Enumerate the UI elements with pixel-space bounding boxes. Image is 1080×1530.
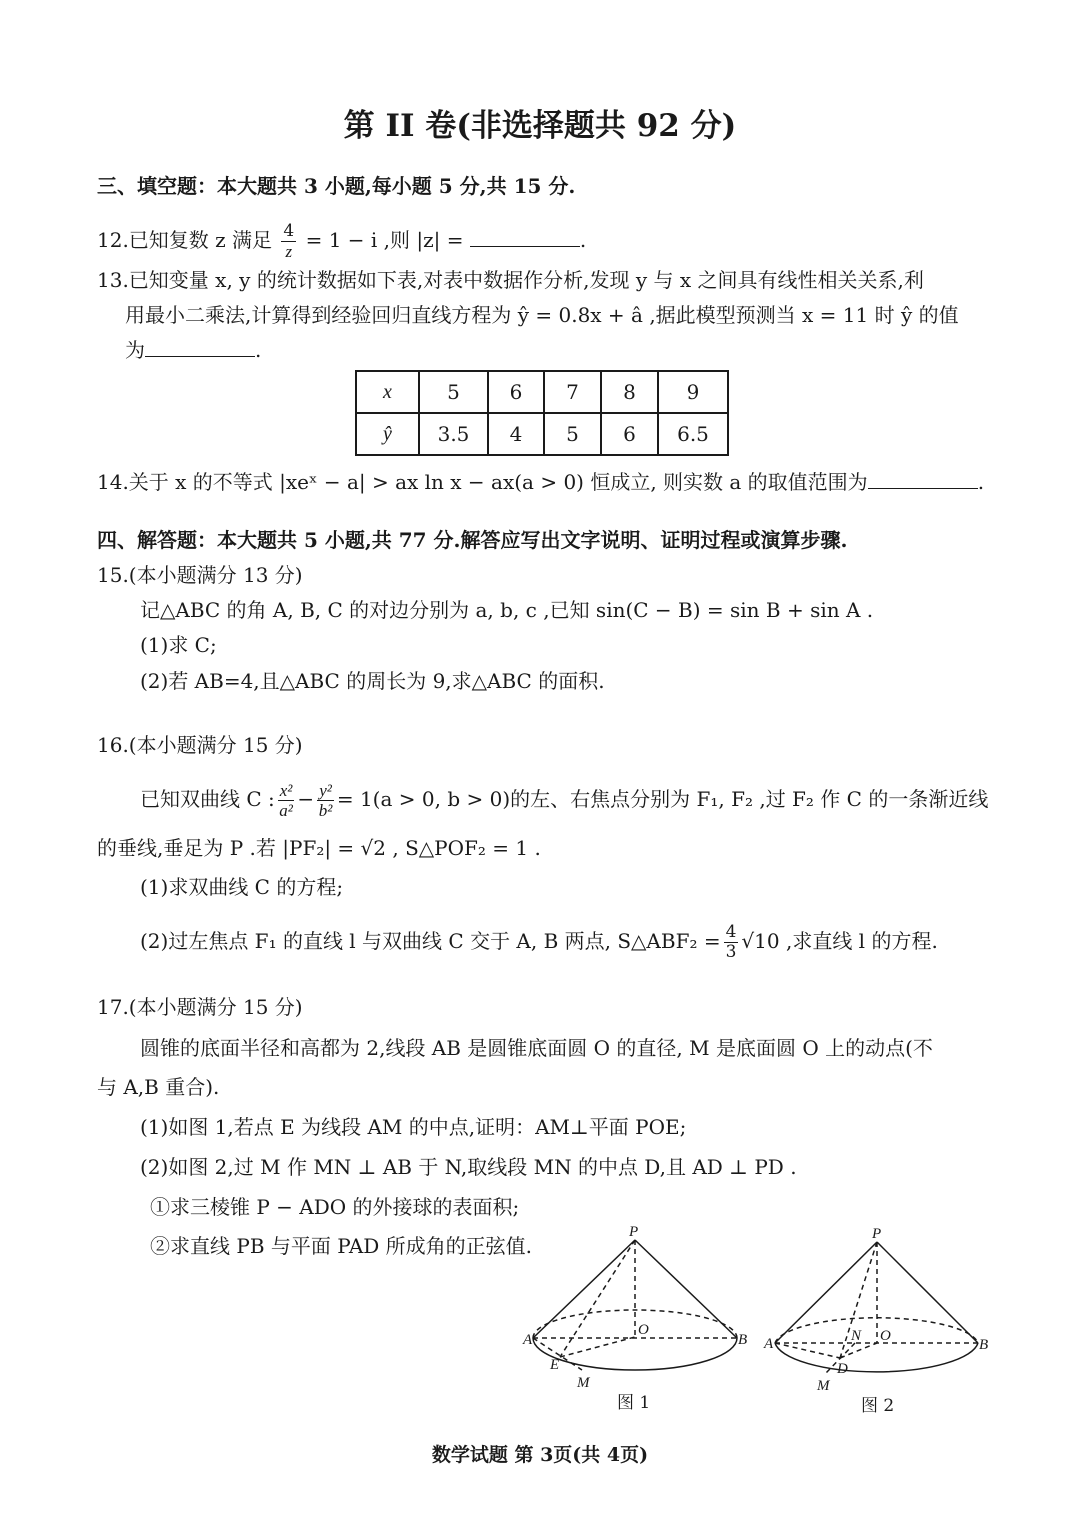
table-cell: 6 xyxy=(488,371,544,413)
q12-end: . xyxy=(579,228,587,252)
label-A: A xyxy=(523,1332,533,1348)
label-M: M xyxy=(577,1375,590,1391)
table-cell: 5 xyxy=(544,413,601,455)
q16-stem2: 的垂线,垂足为 P .若 |PF₂| = √2 , S△POF₂ = 1 . xyxy=(97,836,541,860)
frac-den: 3 xyxy=(725,942,737,962)
table-cell: 6 xyxy=(601,413,658,455)
table-cell: 9 xyxy=(658,371,728,413)
q12-prefix: 12.已知复数 z 满足 xyxy=(97,228,273,252)
table-cell: 5 xyxy=(419,371,488,413)
label-O: O xyxy=(638,1322,649,1338)
q13-line2: 用最小二乘法,计算得到经验回归直线方程为 ŷ = 0.8x + â ,据此模型预测当 x = 11 时 ŷ 的值 xyxy=(125,303,959,327)
q13-end: . xyxy=(255,338,262,362)
label-E: E xyxy=(550,1357,560,1373)
label-P: P xyxy=(872,1226,882,1242)
table-cell: x xyxy=(356,371,419,413)
q14-end: . xyxy=(977,470,985,494)
q15-head: 15.(本小题满分 13 分) xyxy=(97,563,303,587)
q17-part2-2: ②求直线 PB 与平面 PAD 所成角的正弦值. xyxy=(150,1234,533,1258)
label-B: B xyxy=(979,1337,989,1353)
section-4-heading: 四、解答题：本大题共 5 小题,共 77 分.解答应写出文字说明、证明过程或演算步骤. xyxy=(97,528,848,552)
label-A: A xyxy=(764,1336,774,1352)
q16-p2-a: (2)过左焦点 F₁ 的直线 l 与双曲线 C 交于 A, B 两点, S△ABF₂ = xyxy=(140,929,721,953)
q17-stem1: 圆锥的底面半径和高都为 2,线段 AB 是圆锥底面圆 O 的直径, M 是底面圆 O 上的动点(不 xyxy=(140,1036,933,1060)
label-P: P xyxy=(629,1224,639,1240)
q16-head: 16.(本小题满分 15 分) xyxy=(97,733,303,757)
table-cell: ŷ xyxy=(356,413,419,455)
figure-2-caption: 图 2 xyxy=(861,1396,895,1416)
label-D: D xyxy=(837,1361,848,1377)
q12-den: z xyxy=(285,242,293,261)
q17-part2: (2)如图 2,过 M 作 MN ⊥ AB 于 N,取线段 MN 的中点 D,且 AD ⊥ PD . xyxy=(140,1155,797,1179)
q16-stem-b: = 1(a > 0, b > 0)的左、右焦点分别为 F₁, F₂ ,过 F₂ 作 C 的一条渐近线 xyxy=(336,787,989,811)
label-N: N xyxy=(851,1328,862,1344)
table-cell: 8 xyxy=(601,371,658,413)
frac-num: 4 xyxy=(725,922,737,942)
q17-part1: (1)如图 1,若点 E 为线段 AM 的中点,证明：AM⊥平面 POE; xyxy=(140,1115,687,1139)
q15-part1: (1)求 C; xyxy=(140,633,217,657)
q17-part2-1: ①求三棱锥 P − ADO 的外接球的表面积; xyxy=(150,1195,520,1219)
figure-2 xyxy=(763,1226,988,1416)
label-B: B xyxy=(738,1332,748,1348)
page-footer: 数学试题 第 3页(共 4页) xyxy=(431,1444,649,1466)
q14-text: 14.关于 x 的不等式 |xeˣ − a| > ax ln x − ax(a > 0) 恒成立, 则实数 a 的取值范围为 xyxy=(97,470,868,494)
q13-line3-text: 为 xyxy=(125,338,145,362)
frac-den: a² xyxy=(279,801,293,820)
q17-head: 17.(本小题满分 15 分) xyxy=(97,995,303,1019)
frac-num: x² xyxy=(279,781,293,800)
q16-stem-a: 已知双曲线 C : xyxy=(140,787,275,811)
table-cell: 7 xyxy=(544,371,601,413)
label-M: M xyxy=(817,1378,830,1394)
q15-part2: (2)若 AB=4,且△ABC 的周长为 9,求△ABC 的面积. xyxy=(140,669,605,693)
q15-stem: 记△ABC 的角 A, B, C 的对边分别为 a, b, c ,已知 sin(C − B) = sin B + sin A . xyxy=(140,598,874,622)
q13-line1: 13.已知变量 x, y 的统计数据如下表,对表中数据作分析,发现 y 与 x 之间具有线性相关关系,利 xyxy=(97,268,924,292)
section-3-heading: 三、填空题：本大题共 3 小题,每小题 5 分,共 15 分. xyxy=(97,174,576,198)
q16-p2-b: √10 ,求直线 l 的方程. xyxy=(741,929,938,953)
q16-minus: − xyxy=(297,787,315,811)
q17-stem2: 与 A,B 重合). xyxy=(97,1075,220,1099)
frac-den: b² xyxy=(318,801,333,820)
table-cell: 6.5 xyxy=(658,413,728,455)
table-cell: 3.5 xyxy=(419,413,488,455)
label-O: O xyxy=(880,1328,891,1344)
q12-suffix: = 1 − i ,则 |z| = xyxy=(305,228,464,252)
figure-1-caption: 图 1 xyxy=(617,1393,651,1413)
section-title: 第 II 卷(非选择题共 92 分) xyxy=(343,108,737,144)
q12-num: 4 xyxy=(283,221,295,241)
figure-1 xyxy=(522,1224,747,1413)
table-cell: 4 xyxy=(488,413,544,455)
frac-num: y² xyxy=(319,781,332,800)
q16-part1: (1)求双曲线 C 的方程; xyxy=(140,875,344,899)
